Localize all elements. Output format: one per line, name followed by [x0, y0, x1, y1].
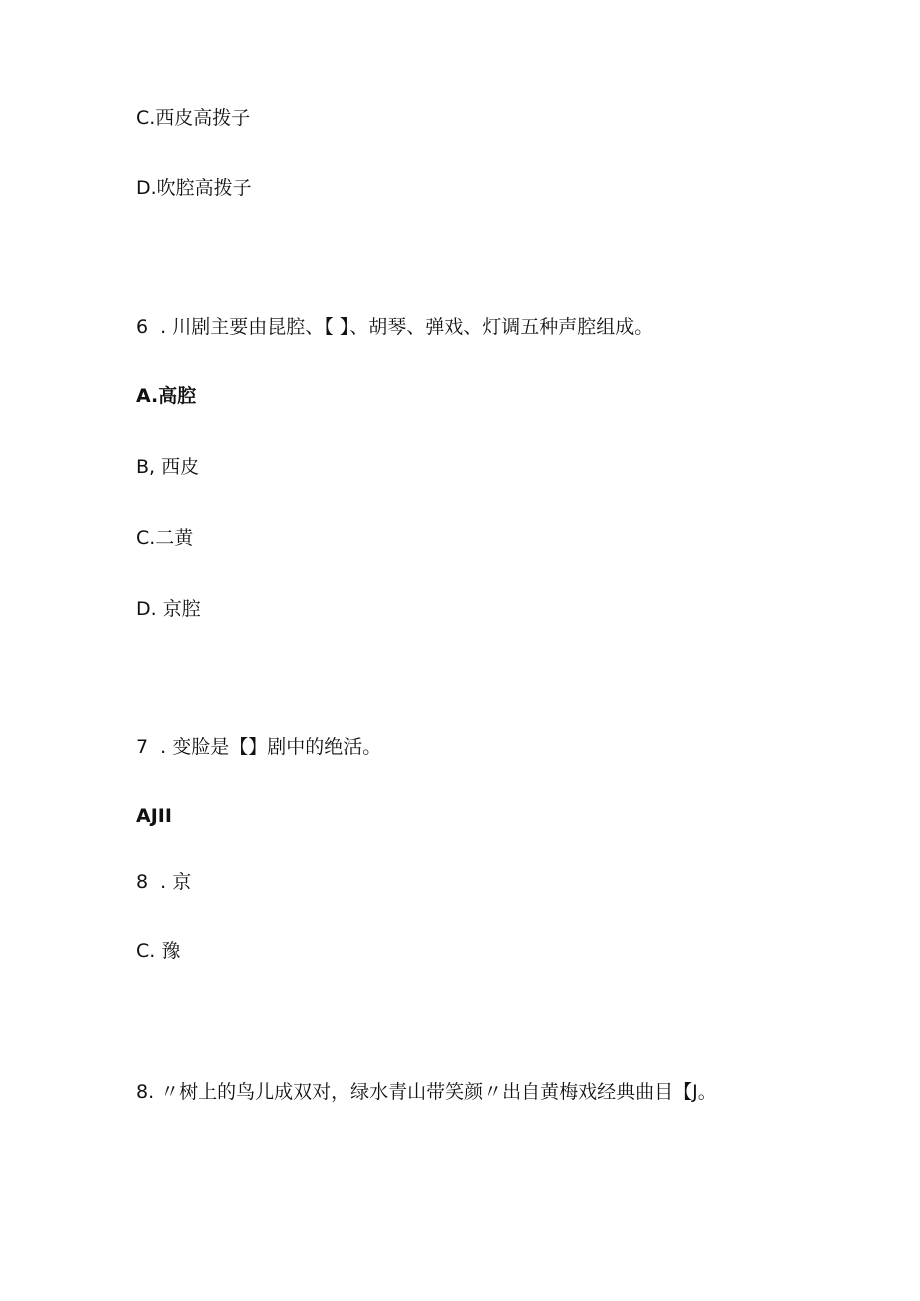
option-b-xipi: B, 西皮 [136, 456, 200, 478]
question-8: 8. 〃树上的鸟儿成双对，绿水青山带笑颜〃出自黄梅戏经典曲目【J。 [136, 1081, 717, 1103]
option-a-chuan: AJII [136, 805, 172, 827]
option-a-gaoqiang: A.高腔 [136, 385, 197, 407]
option-d-chuiqiang-gaobozi: D.吹腔高拨子 [136, 177, 252, 199]
question-6: 6 . 川剧主要由昆腔、【 】、胡琴、弹戏、灯调五种声腔组成。 [136, 316, 654, 338]
option-c-yu: C. 豫 [136, 940, 181, 962]
option-c-erhuang: C.二黄 [136, 527, 194, 549]
option-d-jingqiang: D. 京腔 [136, 598, 201, 620]
option-b-jing: 8 . 京 [136, 871, 192, 893]
option-c-xipi-gaobozi: C.西皮高拨子 [136, 107, 251, 129]
question-7: 7 . 变脸是【】剧中的绝活。 [136, 736, 382, 758]
